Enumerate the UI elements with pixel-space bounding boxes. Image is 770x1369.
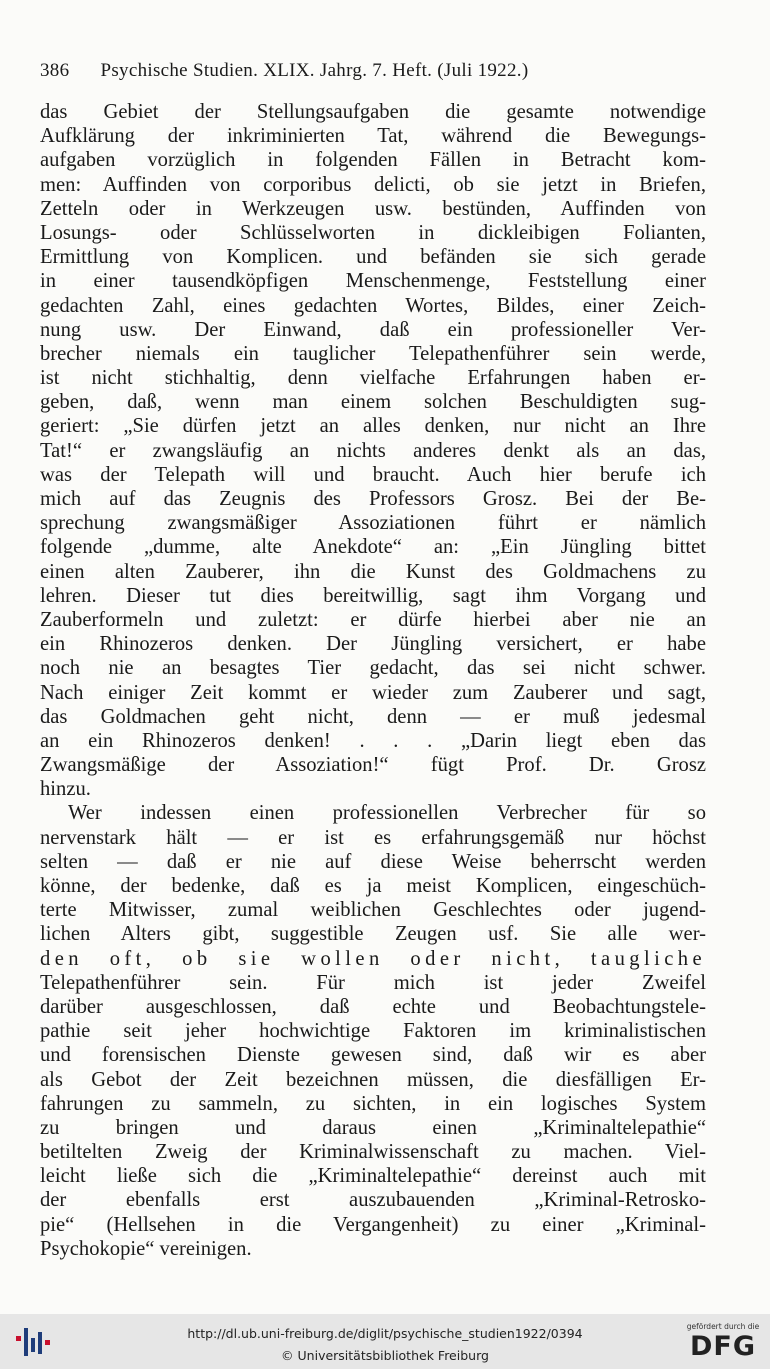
text-line: darüber ausgeschlossen, daß echte und Beobachtungstele-: [40, 995, 706, 1018]
text-line: könne, der bedenke, daß es ja meist Komplicen, eingeschüch-: [40, 875, 706, 897]
text-line: als Gebot der Zeit bezeichnen müssen, die diesfälligen Er-: [40, 1068, 706, 1091]
text-line: geben, daß, wenn man einem solchen Beschuldigten sug-: [40, 391, 706, 414]
text-line: betiltelten Zweig der Kriminalwissenschaft zu machen. Viel-: [40, 1141, 706, 1164]
text-line: pathie seit jeher hochwichtige Faktoren im kriminalistischen: [40, 1020, 706, 1043]
text-line: das Gebiet der Stellungsaufgaben die gesamte notwendige: [40, 101, 706, 123]
text-line: ein Rhinozeros denken. Der Jüngling versichert, er habe: [40, 633, 706, 656]
text-line: lichen Alters gibt, suggestible Zeugen usf. Sie alle wer-: [40, 923, 706, 946]
text-line: selten — daß er nie auf diese Weise beherrscht werden: [40, 850, 706, 873]
source-url-link[interactable]: http://dl.ub.uni-freiburg.de/diglit/psychische_studien1922/0394: [187, 1326, 583, 1341]
text-line: sprechung zwangsmäßiger Assoziationen führt er nämlich: [40, 512, 706, 535]
text-line: Ermittlung von Komplicen. und befänden sie sich gerade: [40, 246, 706, 269]
text-line: Nach einiger Zeit kommt er wieder zum Zauberer und sagt,: [40, 681, 706, 704]
text-line: aufgaben vorzüglich in folgenden Fällen in Betracht kom-: [40, 149, 706, 172]
text-line: zu bringen und daraus einen „Kriminaltelepathie“: [40, 1116, 706, 1139]
text-line: Zetteln oder in Werkzeugen usw. bestünden, Auffinden von: [40, 197, 706, 220]
text-line: ist nicht stichhaltig, denn vielfache Erfahrungen haben er-: [40, 367, 706, 390]
text-line: Tat!“ er zwangsläufig an nichts anderes denkt als an das,: [40, 439, 706, 462]
text-line: den oft, ob sie wollen oder nicht, taugliche: [40, 947, 706, 970]
text-line: Zwangsmäßige der Assoziation!“ fügt Prof. Dr. Grosz: [40, 754, 706, 777]
paragraph-start-line: Wer indessen einen professionellen Verbrecher für so: [68, 802, 706, 825]
text-line: Zauberformeln und zuletzt: er dürfe hierbei aber nie an: [40, 608, 706, 631]
viewer-footer: [0, 1314, 770, 1369]
text-line: und forensischen Dienste gewesen sind, daß wir es aber: [40, 1044, 706, 1067]
text-line: Telepathenführer sein. Für mich ist jeder Zweifel: [40, 971, 706, 994]
text-line: Losungs- oder Schlüsselworten in dickleibigen Folianten,: [40, 221, 706, 244]
text-line: men: Auffinden von corporibus delicti, ob sie jetzt in Briefen,: [40, 173, 706, 196]
paragraph-end-line: hinzu.: [40, 778, 91, 801]
page-number: 386: [40, 60, 70, 81]
running-title: Psychische Studien. XLIX. Jahrg. 7. Heft. (Juli 1922.): [100, 60, 529, 81]
text-line: terte Mitwisser, zumal weiblichen Geschlechtes oder jugend-: [40, 899, 706, 922]
copyright-notice: © Universitätsbibliothek Freiburg: [281, 1348, 489, 1363]
dfg-logo: DFG: [689, 1331, 757, 1362]
text-line: gedachten Zahl, eines gedachten Wortes, Bildes, einer Zeich-: [40, 294, 706, 317]
text-line: Aufklärung der inkriminierten Tat, während die Bewegungs-: [40, 125, 706, 148]
text-line: der ebenfalls erst auszubauenden „Kriminal-Retrosko-: [40, 1189, 706, 1212]
text-line: mich auf das Zeugnis des Professors Grosz. Bei der Be-: [40, 488, 706, 510]
funder-caption: gefördert durch die: [686, 1322, 760, 1331]
text-line: geriert: „Sie dürfen jetzt an alles denken, nur nicht an Ihre: [40, 415, 706, 438]
running-header: [40, 60, 730, 82]
text-line: was der Telepath will und braucht. Auch hier berufe ich: [40, 463, 706, 486]
text-line: folgende „dumme, alte Anekdote“ an: „Ein Jüngling bittet: [40, 536, 706, 559]
text-line: das Goldmachen geht nicht, denn — er muß jedesmal: [40, 705, 706, 728]
text-line: pie“ (Hellsehen in die Vergangenheit) zu einer „Kriminal-: [40, 1213, 706, 1236]
text-line: einen alten Zauberer, ihn die Kunst des Goldmachens zu: [40, 560, 706, 583]
text-line: an ein Rhinozeros denken! . . . „Darin liegt eben das: [40, 729, 706, 752]
text-line: brecher niemals ein tauglicher Telepathenführer sein werde,: [40, 342, 706, 365]
text-line: nervenstark hält — er ist es erfahrungsgemäß nur höchst: [40, 826, 706, 849]
text-line: lehren. Dieser tut dies bereitwillig, sagt ihm Vorgang und: [40, 584, 706, 607]
body-text: [40, 100, 706, 1261]
text-line: noch nie an besagtes Tier gedacht, das sei nicht schwer.: [40, 657, 706, 680]
text-line: nung usw. Der Einwand, daß ein professioneller Ver-: [40, 318, 706, 341]
paragraph-end-line: Psychokopie“ vereinigen.: [40, 1237, 252, 1260]
text-line: in einer tausendköpfigen Menschenmenge, Feststellung einer: [40, 270, 706, 293]
text-line: leicht ließe sich die „Kriminaltelepathie“ dereinst auch mit: [40, 1165, 706, 1188]
text-line: fahrungen zu sammeln, zu sichten, in ein logisches System: [40, 1092, 706, 1115]
